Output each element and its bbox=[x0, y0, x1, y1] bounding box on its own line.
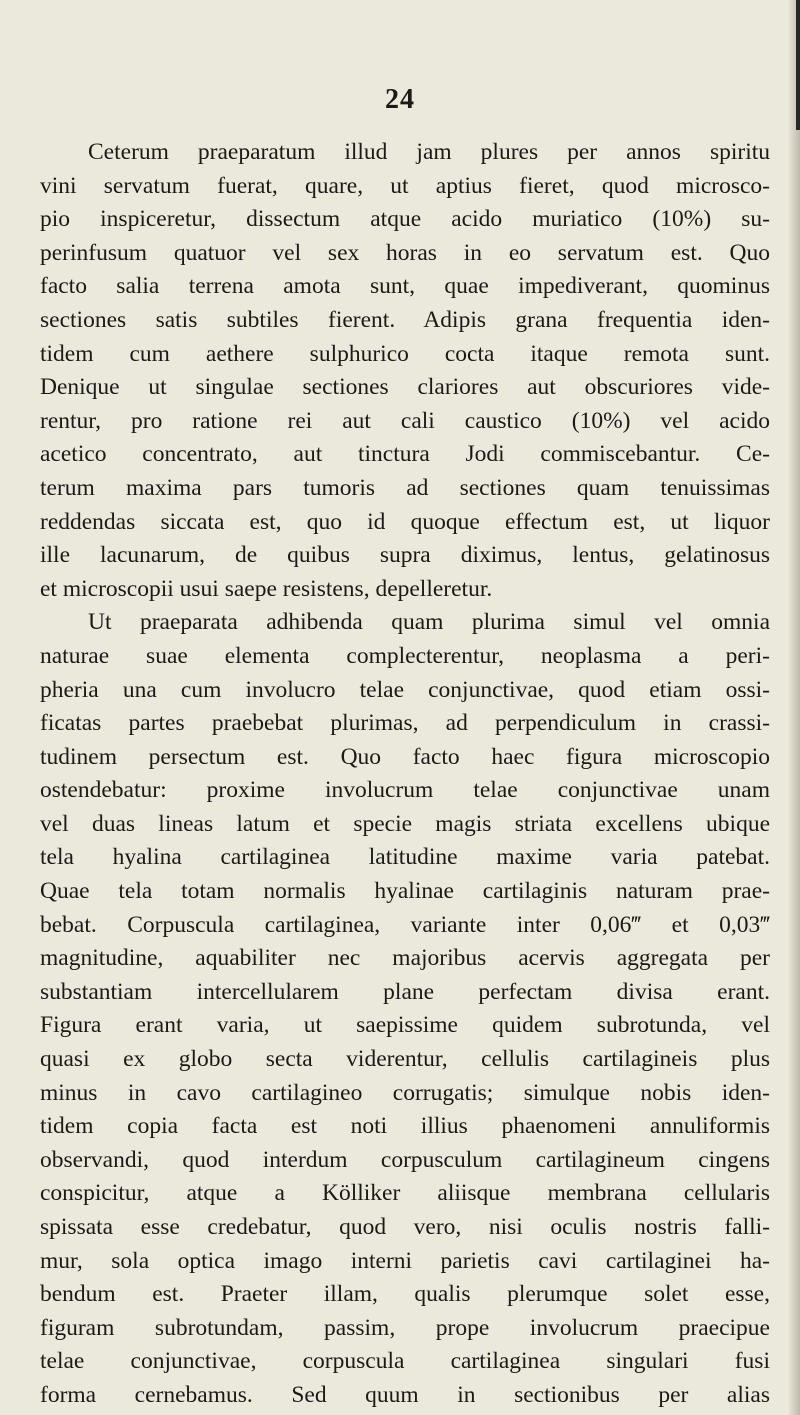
body-text bbox=[40, 136, 770, 1413]
text-line: pio inspiceretur, dissectum atque acido muriatico (10%) su- bbox=[40, 206, 770, 233]
text-line: vel duas lineas latum et specie magis striata excellens ubique bbox=[40, 810, 770, 837]
text-line: reddendas siccata est, quo id quoque effectum est, ut liquor bbox=[40, 508, 770, 535]
text-line: telae conjunctivae, corpuscula cartilaginea singulari fusi bbox=[40, 1348, 770, 1375]
text-line: Figura erant varia, ut saepissime quidem subrotunda, vel bbox=[40, 1012, 770, 1039]
text-line: vini servatum fuerat, quare, ut aptius fieret, quod microsco- bbox=[40, 172, 770, 199]
text-line: magnitudine, aquabiliter nec majoribus acervis aggregata per bbox=[40, 945, 770, 972]
text-line: figuram subrotundam, passim, prope involucrum praecipue bbox=[40, 1314, 770, 1341]
text-line: ficatas partes praebebat plurimas, ad perpendiculum in crassi- bbox=[40, 710, 770, 737]
text-line: rentur, pro ratione rei aut cali caustico (10%) vel acido bbox=[40, 407, 770, 434]
text-line: substantiam intercellularem plane perfectam divisa erant. bbox=[40, 978, 770, 1005]
text-line: bebat. Corpuscula cartilaginea, variante inter 0,06‴ et 0,03‴ bbox=[40, 911, 770, 938]
text-line: tela hyalina cartilaginea latitudine maxime varia patebat. bbox=[40, 844, 770, 871]
text-line: sectiones satis subtiles fierent. Adipis grana frequentia iden- bbox=[40, 306, 770, 333]
text-line: tidem cum aethere sulphurico cocta itaque remota sunt. bbox=[40, 340, 770, 367]
text-line: Quae tela totam normalis hyalinae cartilaginis naturam prae- bbox=[40, 878, 770, 905]
text-line: Ut praeparata adhibenda quam plurima simul vel omnia bbox=[88, 609, 770, 636]
text-line: et microscopii usui saepe resistens, depelleretur. bbox=[40, 575, 493, 602]
text-line: acetico concentrato, aut tinctura Jodi commiscebantur. Ce- bbox=[40, 441, 770, 468]
text-line: observandi, quod interdum corpusculum cartilagineum cingens bbox=[40, 1146, 770, 1173]
text-line: conspicitur, atque a Kölliker aliisque membrana cellularis bbox=[40, 1180, 770, 1207]
text-line: terum maxima pars tumoris ad sectiones quam tenuissimas bbox=[40, 474, 770, 501]
text-line: Ceterum praeparatum illud jam plures per annos spiritu bbox=[88, 139, 770, 165]
text-line: mur, sola optica imago interni parietis cavi cartilaginei ha- bbox=[40, 1247, 770, 1274]
text-line: pheria una cum involucro telae conjunctivae, quod etiam ossi- bbox=[40, 676, 770, 703]
page-edge-shadow bbox=[788, 0, 800, 1415]
page-number: 24 bbox=[385, 84, 415, 115]
text-line: Denique ut singulae sectiones clariores aut obscuriores vide- bbox=[40, 374, 770, 401]
text-line: facto salia terrena amota sunt, quae impediverant, quominus bbox=[40, 273, 770, 300]
text-line: tudinem persectum est. Quo facto haec figura microscopio bbox=[40, 743, 770, 770]
text-line: forma cernebamus. Sed quum in sectionibus per alias bbox=[40, 1381, 770, 1408]
text-line: spissata esse credebatur, quod vero, nisi oculis nostris falli- bbox=[40, 1214, 770, 1240]
text-line: minus in cavo cartilagineo corrugatis; simulque nobis iden- bbox=[40, 1079, 770, 1106]
text-line: tidem copia facta est noti illius phaenomeni annuliformis bbox=[40, 1113, 770, 1140]
text-line: ostendebatur: proxime involucrum telae conjunctivae unam bbox=[40, 777, 770, 804]
text-line: ille lacunarum, de quibus supra diximus, lentus, gelatinosus bbox=[40, 542, 770, 569]
text-line: perinfusum quatuor vel sex horas in eo servatum est. Quo bbox=[40, 239, 770, 266]
text-line: naturae suae elementa complecterentur, neoplasma a peri- bbox=[40, 642, 770, 669]
text-line: quasi ex globo secta viderentur, cellulis cartilagineis plus bbox=[40, 1046, 770, 1073]
text-line: bendum est. Praeter illam, qualis plerumque solet esse, bbox=[40, 1281, 770, 1308]
